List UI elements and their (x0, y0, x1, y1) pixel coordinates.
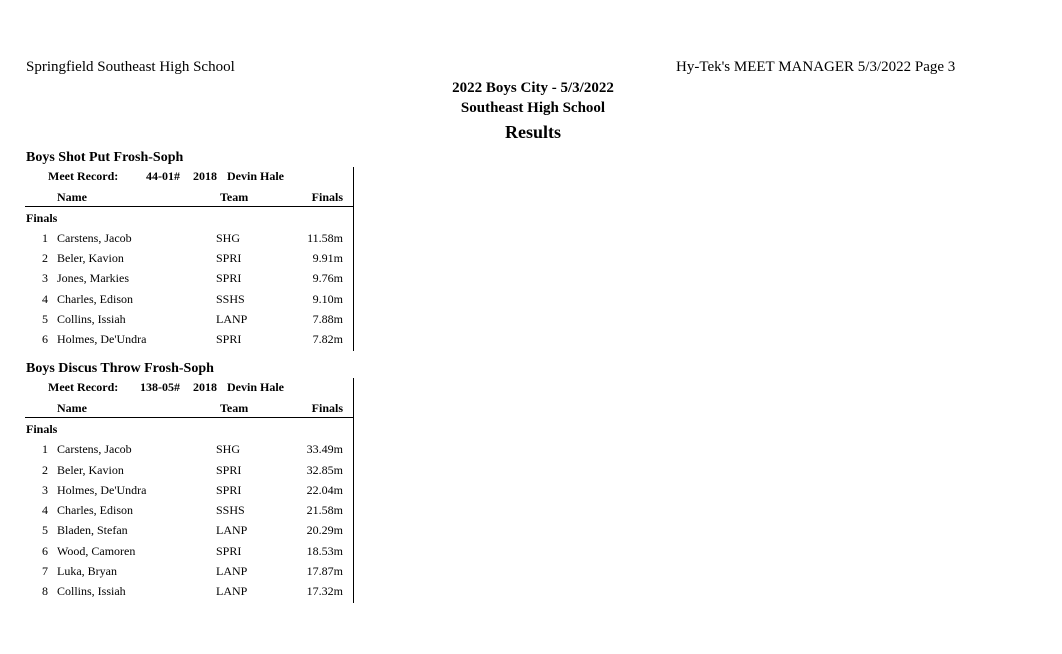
result-row (0, 332, 360, 352)
meet-record-mark: 44-01# (146, 169, 180, 183)
team-code: SHG (216, 231, 241, 245)
athlete-name: Luka, Bryan (57, 564, 117, 578)
meet-record-year: 2018 (193, 380, 217, 394)
column-header-finals: Finals (311, 190, 343, 204)
result-row (0, 564, 360, 584)
column-header-name: Name (57, 190, 87, 204)
place: 1 (42, 231, 48, 245)
meet-record-label: Meet Record: (48, 169, 119, 183)
place: 2 (42, 251, 48, 265)
place: 5 (42, 312, 48, 326)
final-mark: 9.76m (312, 271, 343, 285)
final-mark: 17.32m (306, 584, 343, 598)
place: 6 (42, 544, 48, 558)
meet-record-holder: Devin Hale (227, 380, 284, 394)
round-label: Finals (26, 211, 58, 225)
result-row (0, 523, 360, 543)
meet-record-holder: Devin Hale (227, 169, 284, 183)
final-mark: 20.29m (306, 523, 343, 537)
final-mark: 7.82m (312, 332, 343, 346)
final-mark: 7.88m (312, 312, 343, 326)
athlete-name: Jones, Markies (57, 271, 129, 285)
column-header-finals: Finals (311, 401, 343, 415)
result-row (0, 271, 360, 291)
school-name: Springfield Southeast High School (26, 59, 235, 75)
result-row (0, 231, 360, 251)
final-mark: 33.49m (306, 442, 343, 456)
team-code: SPRI (216, 483, 242, 497)
team-code: SPRI (216, 271, 242, 285)
meet-venue: Southeast High School (460, 100, 606, 116)
athlete-name: Carstens, Jacob (57, 442, 132, 456)
athlete-name: Holmes, De'Undra (57, 483, 147, 497)
final-mark: 22.04m (306, 483, 343, 497)
software-page-info: Hy-Tek's MEET MANAGER 5/3/2022 Page 3 (676, 59, 956, 75)
meet-title: 2022 Boys City - 5/3/2022 (452, 80, 614, 96)
result-row (0, 442, 360, 462)
place: 3 (42, 483, 48, 497)
result-row (0, 312, 360, 332)
athlete-name: Bladen, Stefan (57, 523, 128, 537)
team-code: LANP (216, 523, 248, 537)
team-code: SPRI (216, 463, 242, 477)
event-title: Boys Shot Put Frosh-Soph (26, 150, 184, 165)
place: 2 (42, 463, 48, 477)
column-header-team: Team (220, 401, 249, 415)
team-code: LANP (216, 564, 248, 578)
athlete-name: Beler, Kavion (57, 463, 124, 477)
team-code: SPRI (216, 332, 242, 346)
meet-record-year: 2018 (193, 169, 217, 183)
final-mark: 17.87m (306, 564, 343, 578)
result-row (0, 503, 360, 523)
round-label: Finals (26, 422, 58, 436)
athlete-name: Charles, Edison (57, 292, 133, 306)
result-row (0, 292, 360, 312)
athlete-name: Wood, Camoren (57, 544, 136, 558)
team-code: SPRI (216, 544, 242, 558)
final-mark: 9.91m (312, 251, 343, 265)
place: 1 (42, 442, 48, 456)
result-row (0, 483, 360, 503)
team-code: SSHS (216, 503, 245, 517)
team-code: SHG (216, 442, 241, 456)
result-row (0, 251, 360, 271)
results-heading: Results (504, 122, 561, 142)
event-shot-put (0, 150, 360, 355)
result-row (0, 463, 360, 483)
place: 4 (42, 292, 48, 306)
place: 3 (42, 271, 48, 285)
final-mark: 9.10m (312, 292, 343, 306)
team-code: LANP (216, 312, 248, 326)
athlete-name: Collins, Issiah (57, 312, 126, 326)
athlete-name: Carstens, Jacob (57, 231, 132, 245)
result-row (0, 584, 360, 604)
athlete-name: Collins, Issiah (57, 584, 126, 598)
team-code: LANP (216, 584, 248, 598)
team-code: SSHS (216, 292, 245, 306)
column-header-name: Name (57, 401, 87, 415)
column-header-team: Team (220, 190, 249, 204)
place: 6 (42, 332, 48, 346)
meet-record-label: Meet Record: (48, 380, 119, 394)
meet-record-mark: 138-05# (140, 380, 180, 394)
final-mark: 32.85m (306, 463, 343, 477)
team-code: SPRI (216, 251, 242, 265)
athlete-name: Beler, Kavion (57, 251, 124, 265)
place: 8 (42, 584, 48, 598)
final-mark: 21.58m (306, 503, 343, 517)
event-title: Boys Discus Throw Frosh-Soph (26, 361, 214, 376)
final-mark: 18.53m (306, 544, 343, 558)
header-rule (25, 206, 354, 207)
place: 7 (42, 564, 48, 578)
result-row (0, 544, 360, 564)
place: 4 (42, 503, 48, 517)
place: 5 (42, 523, 48, 537)
athlete-name: Holmes, De'Undra (57, 332, 147, 346)
athlete-name: Charles, Edison (57, 503, 133, 517)
event-discus-throw (0, 361, 360, 606)
header-rule (25, 417, 354, 418)
final-mark: 11.58m (307, 231, 343, 245)
